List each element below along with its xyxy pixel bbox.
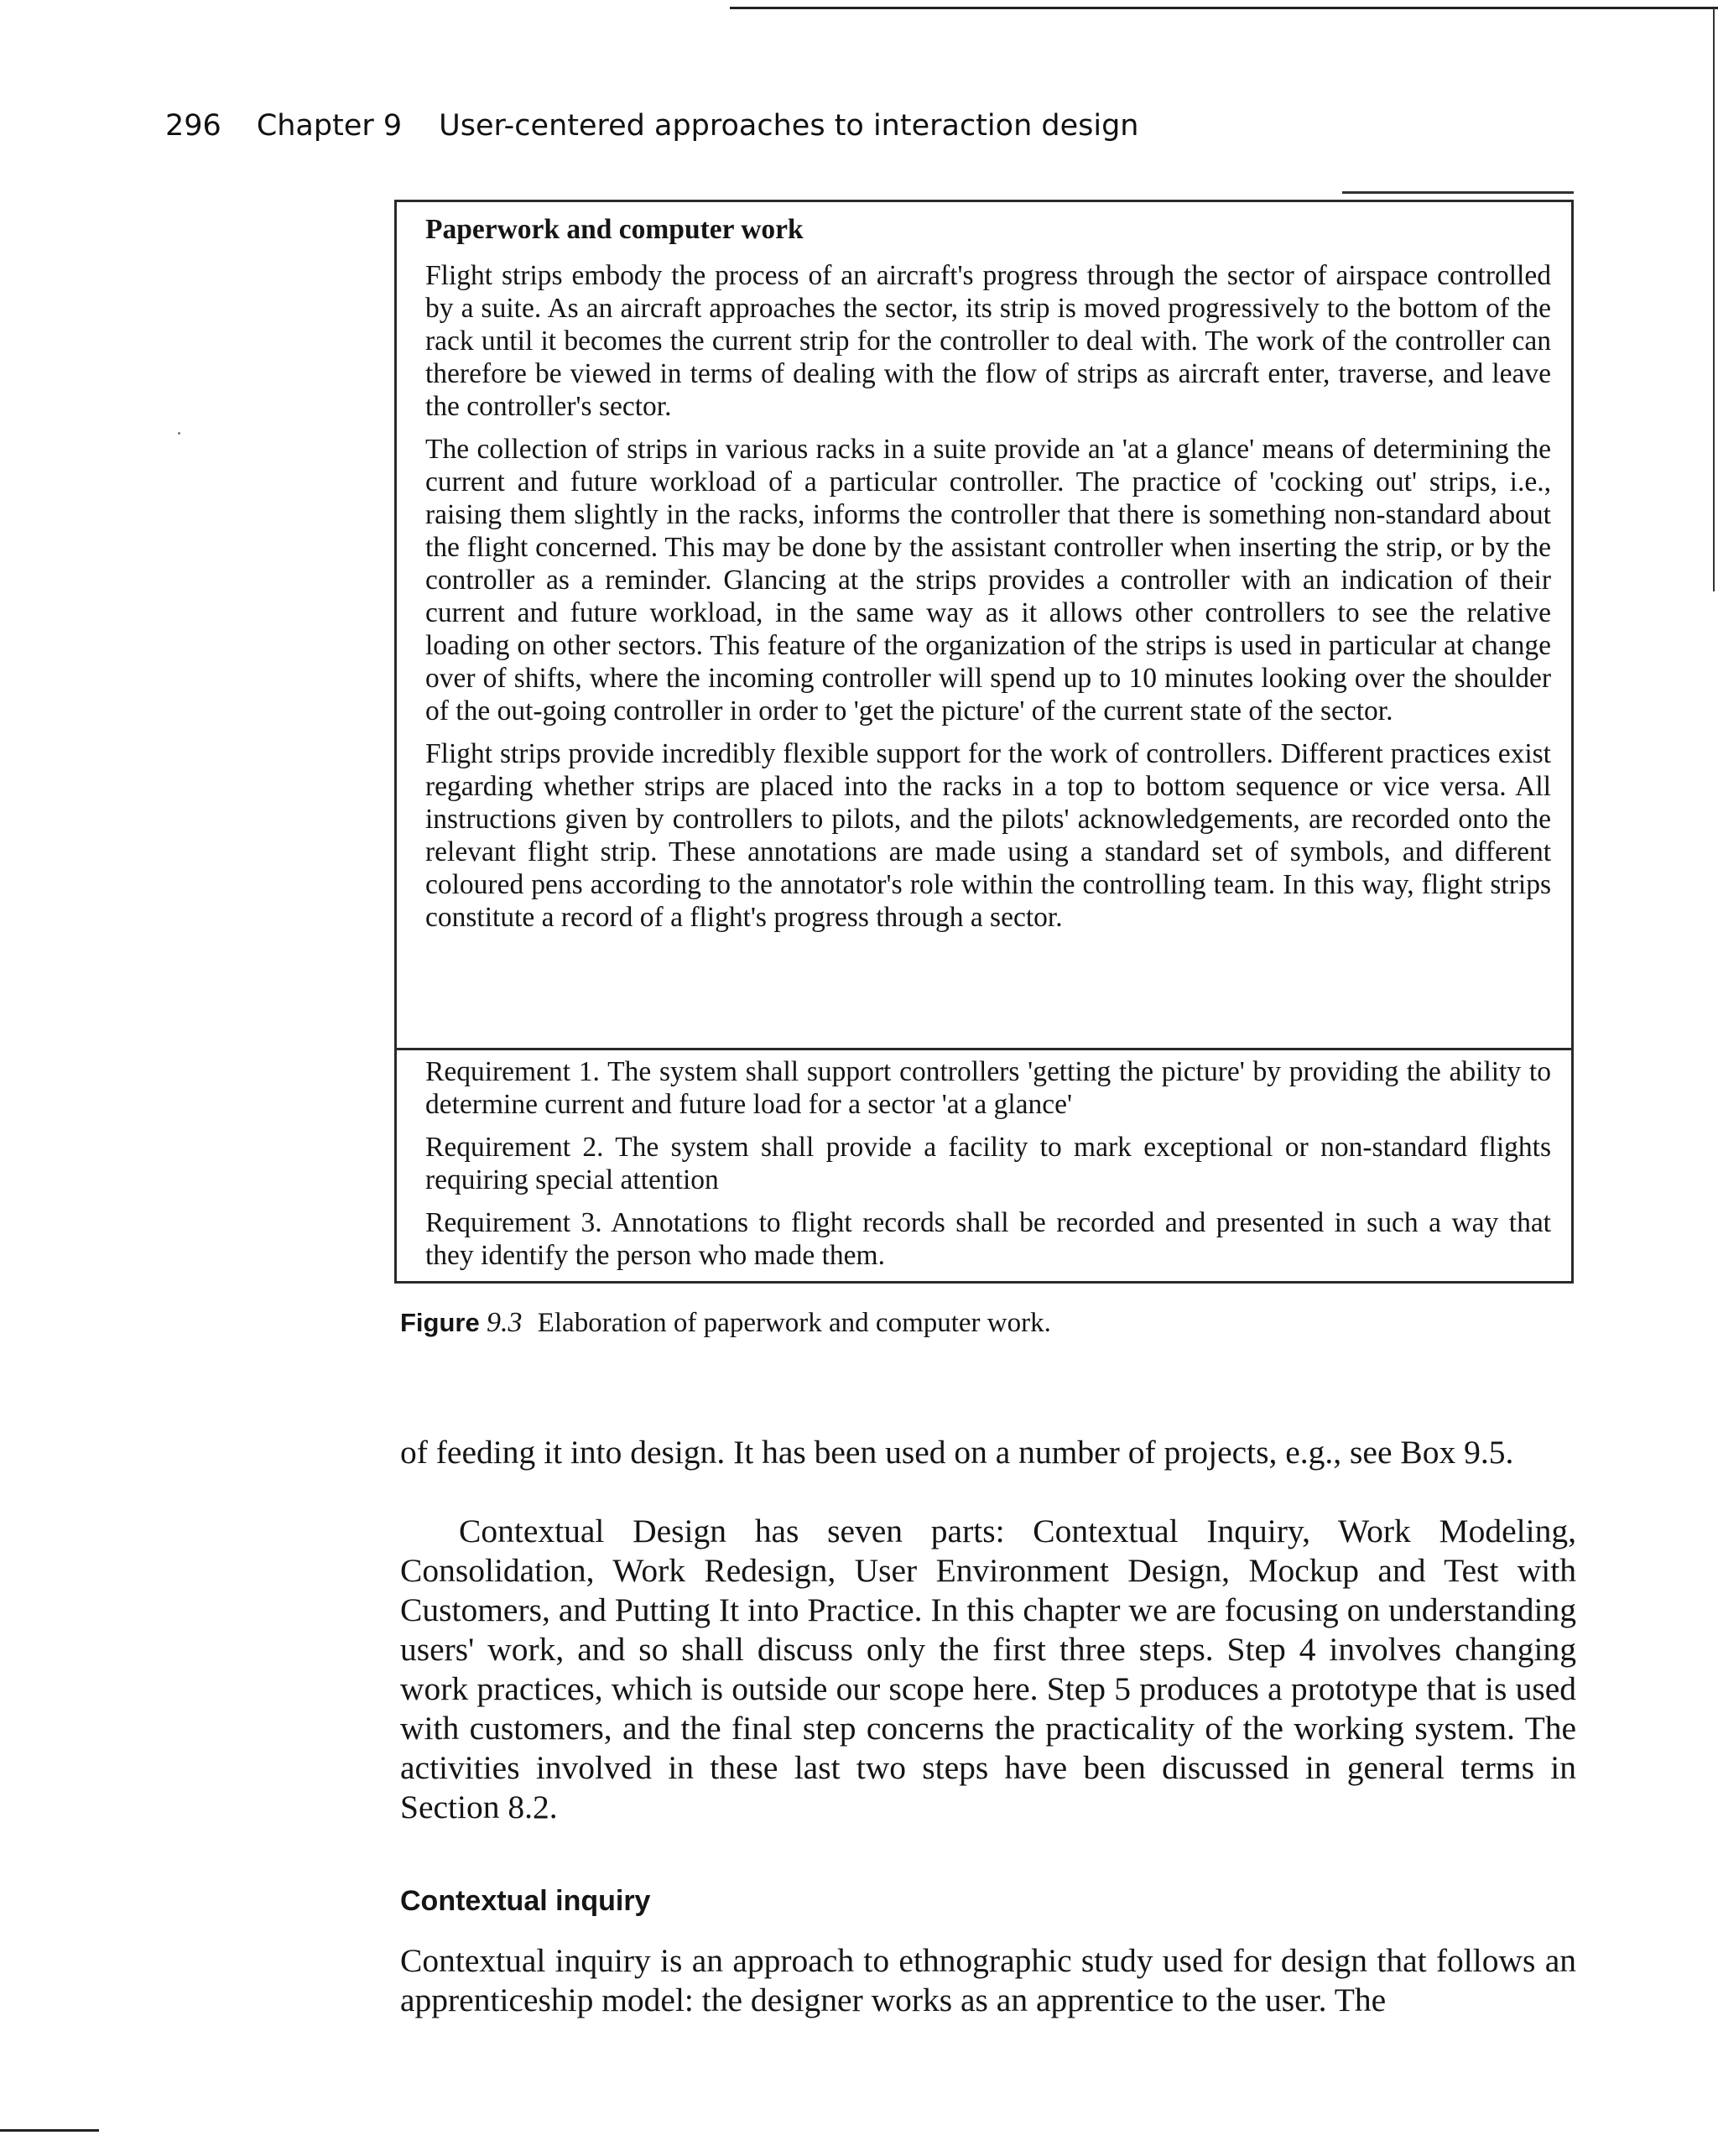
figure-caption-text: Elaboration of paperwork and computer work. (537, 1308, 1051, 1338)
requirement-2: Requirement 2. The system shall provide a facility to mark exceptional or non-standard flights requiring special attention (425, 1132, 1551, 1195)
running-head (165, 109, 1138, 143)
box-title: Paperwork and computer work (425, 214, 804, 245)
requirements-section (425, 1055, 1551, 1282)
box-divider (397, 1048, 1571, 1050)
box-paragraph: Flight strips provide incredibly flexible support for the work of controllers. Different practices exist regarding whether strips are placed into the racks in a top to bottom sequence or vice versa. All instructions given by controllers to pilots, and the pilots' acknowledgements, are recorded onto the relevant flight strip. These annotations are made using a standard set of symbols, and different coloured pens according to the annotator's role within the controlling team. In this way, flight strips constitute a record of a flight's progress through a sector. (425, 738, 1551, 933)
figure-number: 9.3 (486, 1307, 523, 1338)
box-top-extension-rule (1342, 191, 1574, 194)
right-edge-rule (1713, 8, 1715, 591)
body-paragraph: Contextual Design has seven parts: Contextual Inquiry, Work Modeling, Consolidation, Work Redesign, User Environment Design, Mockup and Test with Customers, and Putting It into Practice. In this chapter we are focusing on understanding users' work, and so shall discuss only the first three steps. Step 4 involves changing work practices, which is outside our scope here. Step 5 produces a prototype that is used with customers, and the final step concerns the practicality of the working system. The activities involved in these last two steps have been discussed in general terms in Section 8.2. (400, 1513, 1576, 1825)
page-number: 296 (165, 109, 221, 143)
body-paragraph: of feeding it into design. It has been used on a number of projects, e.g., see Box 9.5. (400, 1434, 1514, 1471)
figure-box (394, 200, 1574, 1284)
top-rule (730, 7, 1718, 9)
chapter-title: User-centered approaches to interaction design (439, 109, 1139, 143)
body-paragraph: Contextual inquiry is an approach to ethnographic study used for design that follows an apprenticeship model: the designer works as an apprentice to the user. The (400, 1942, 1576, 2018)
figure-label: Figure (400, 1308, 480, 1337)
box-paragraph: The collection of strips in various racks in a suite provide an 'at a glance' means of determining the current and future workload of a particular controller. The practice of 'cocking out' strips, i.e., raising them slightly in the racks, informs the controller that there is something non-standard about the flight concerned. This may be done by the assistant controller when inserting the strip, or by the controller as a reminder. Glancing at the strips provides a controller with an indication of their current and future workload, in the same way as it allows other controllers to see the relative loading on other sectors. This feature of the organization of the strips is used in particular at change over of shifts, where the incoming controller will spend up to 10 minutes looking over the shoulder of the out-going controller in order to 'get the picture' of the current state of the sector. (425, 434, 1551, 726)
chapter-label: Chapter 9 (256, 109, 403, 143)
requirement-3: Requirement 3. Annotations to flight records shall be recorded and presented in such a way that they identify the person who made them. (425, 1207, 1551, 1271)
bottom-rule (0, 2129, 99, 2132)
box-content (397, 202, 1571, 934)
box-paragraph: Flight strips embody the process of an aircraft's progress through the sector of airspace controlled by a suite. As an aircraft approaches the sector, its strip is moved progressively to the bottom of the rack until it becomes the current strip for the controller to deal with. The work of the controller can therefore be viewed in terms of dealing with the flow of strips as aircraft enter, traverse, and leave the controller's sector. (425, 260, 1551, 422)
requirement-1: Requirement 1. The system shall support controllers 'getting the picture' by providing the ability to determine current and future load for a sector 'at a glance' (425, 1056, 1551, 1120)
figure-caption (400, 1307, 1051, 1339)
section-heading: Contextual inquiry (400, 1885, 651, 1917)
scan-speck (178, 432, 180, 435)
